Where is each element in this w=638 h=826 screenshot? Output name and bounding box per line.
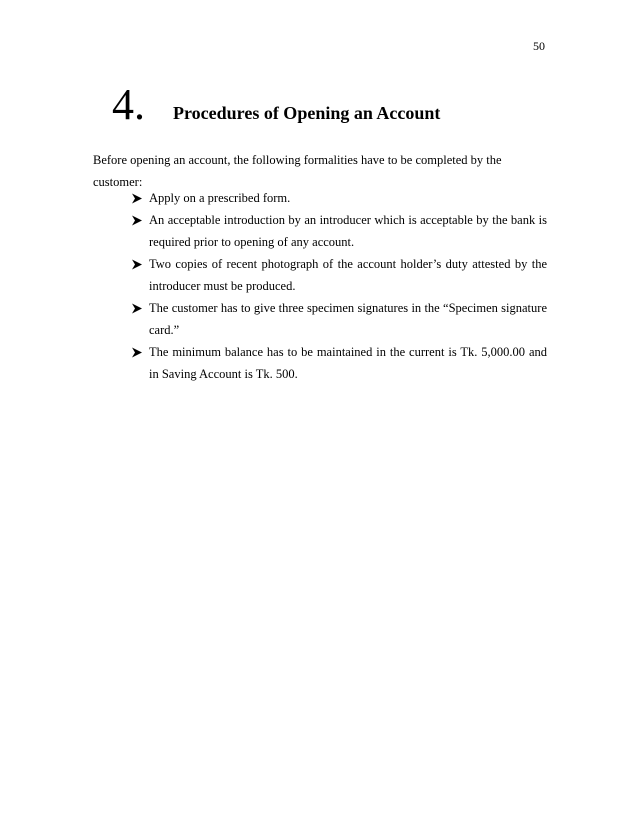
list-item [131,297,547,341]
list-item [131,209,547,253]
list-item-text: An acceptable introduction by an introducer which is acceptable by the bank is required prior to opening of any account. [149,213,547,249]
list-item-text: Two copies of recent photograph of the account holder’s duty attested by the introducer must be produced. [149,257,547,293]
section-heading [112,80,440,130]
arrow-bullet-icon [131,193,143,204]
intro-paragraph: Before opening an account, the following formalities have to be completed by the customer: [93,152,502,189]
arrow-bullet-icon [131,259,143,270]
section-title: Procedures of Opening an Account [173,103,441,123]
arrow-bullet-icon [131,215,143,226]
list-item-text: Apply on a prescribed form. [149,191,291,205]
arrow-bullet-icon [131,303,143,314]
list-item [131,187,547,209]
requirements-list [131,187,547,385]
list-item [131,341,547,385]
list-item-text: The customer has to give three specimen signatures in the “Specimen signature card.” [149,301,547,337]
arrow-bullet-icon [131,347,143,358]
page-number: 50 [533,39,545,53]
list-item [131,253,547,297]
list-item-text: The minimum balance has to be maintained in the current is Tk. 5,000.00 and in Saving Account is Tk. 500. [149,345,547,381]
section-number: 4. [112,80,145,129]
